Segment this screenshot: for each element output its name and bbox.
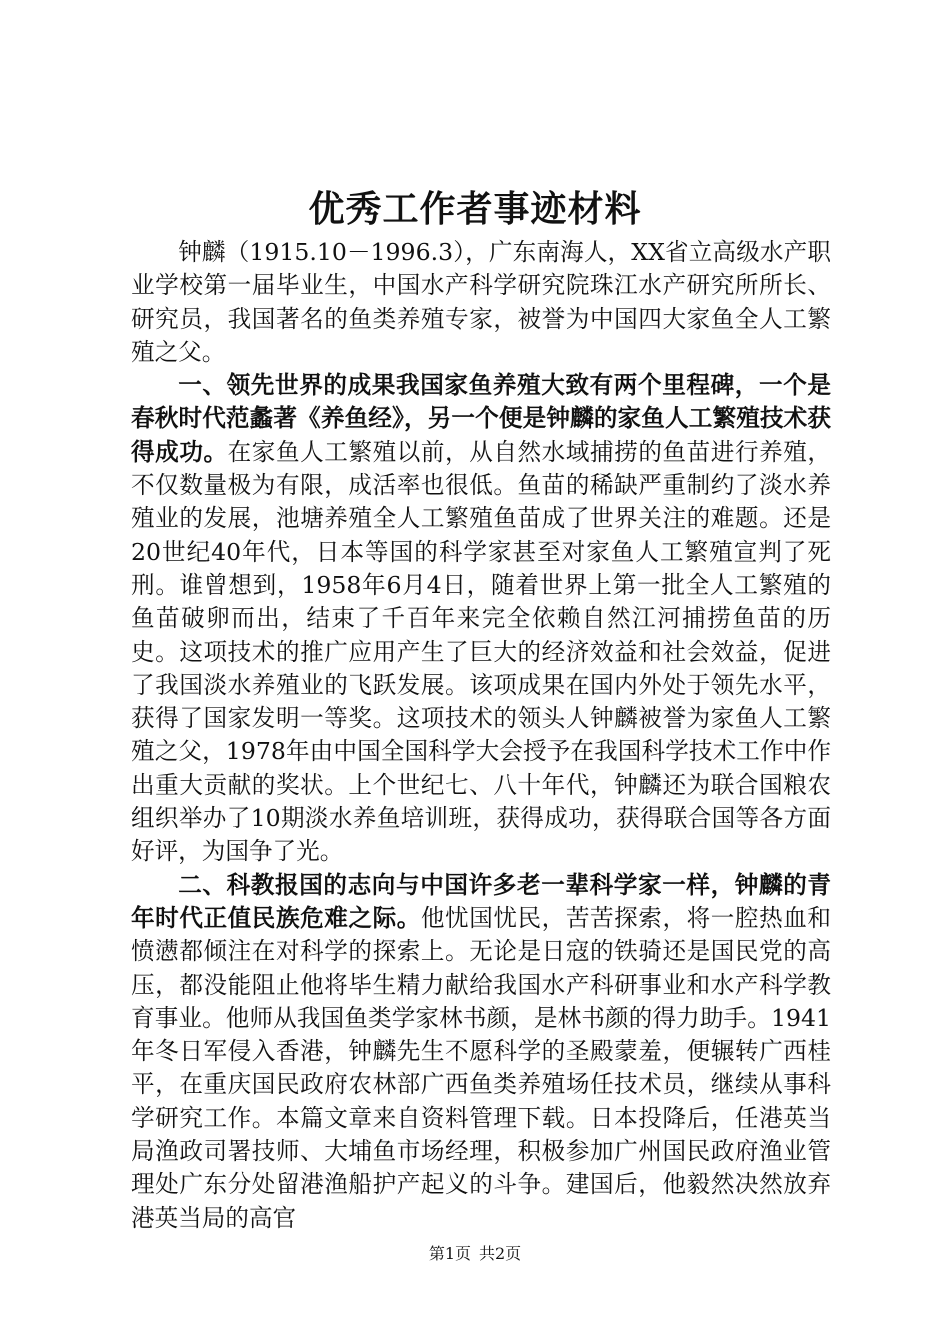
paragraph-text: 钟麟（1915.10－1996.3），广东南海人，XX省立高级水产职业学校第一届毕业生，中国水产科学研究院珠江水产研究所所长、研究员，我国著名的鱼类养殖专家，被誉为中国四大家鱼全人工繁殖之父。 — [131, 238, 831, 366]
section-heading-1: 一、领先世界的成果我国家鱼养殖大致有两个里程碑，一个是春秋时代范蠡著《养鱼经》，另一个便是钟麟的家鱼人工繁殖技术获得成功。 — [131, 371, 831, 466]
paragraph-text: 在家鱼人工繁殖以前，从自然水域捕捞的鱼苗进行养殖，不仅数量极为有限，成活率也很低。鱼苗的稀缺严重制约了淡水养殖业的发展，池塘养殖全人工繁殖鱼苗成了世界关注的难题。还是20世纪40年代，日本等国的科学家甚至对家鱼人工繁殖宣判了死刑。谁曾想到，1958年6月4日，随着世界上第一批全人工繁殖的鱼苗破卵而出，结束了千百年来完全依赖自然江河捕捞鱼苗的历史。这项技术的推广应用产生了巨大的经济效益和社会效益，促进了我国淡水养殖业的飞跃发展。该项成果在国内外处于领先水平，获得了国家发明一等奖。这项技术的领头人钟麟被誉为家鱼人工繁殖之父，1978年由中国全国科学大会授予在我国科学技术工作中作出重大贡献的奖状。上个世纪七、八十年代，钟麟还为联合国粮农组织举办了10期淡水养鱼培训班，获得成功，获得联合国等各方面好评，为国争了光。 — [131, 437, 832, 866]
page-number: 第1页 — [428, 1244, 471, 1263]
paragraph-text: 他忧国忧民，苦苦探索，将一腔热血和愤懑都倾注在对科学的探索上。无论是日寇的铁骑还是国民党的高压，都没能阻止他将毕生精力献给我国水产科研事业和水产科学教育事业。他师从我国鱼类学家林书颜，是林书颜的得力助手。1941年冬日军侵入香港，钟麟先生不愿科学的圣殿蒙羞，便辗转广西桂平，在重庆国民政府农林部广西鱼类养殖场任技术员，继续从事科学研究工作。本篇文章来自资料管理下载。日本投降后，任港英当局渔政司署技师、大埔鱼市场经理，积极参加广州国民政府渔业管理处广东分处留港渔船护产起义的斗争。建国后，他毅然决然放弃港英当局的高官 — [131, 903, 832, 1232]
paragraph-section-2 — [131, 869, 831, 1235]
document-title: 优秀工作者事迹材料 — [308, 188, 642, 230]
paragraph-section-1 — [131, 369, 831, 868]
page-footer — [0, 1242, 950, 1266]
section-heading-2: 二、科教报国的志向与中国许多老一辈科学家一样，钟麟的青年时代正值民族危难之际。 — [131, 870, 831, 932]
document-body — [131, 236, 831, 1235]
page-total: 共2页 — [479, 1244, 522, 1263]
paragraph-intro — [131, 236, 831, 369]
